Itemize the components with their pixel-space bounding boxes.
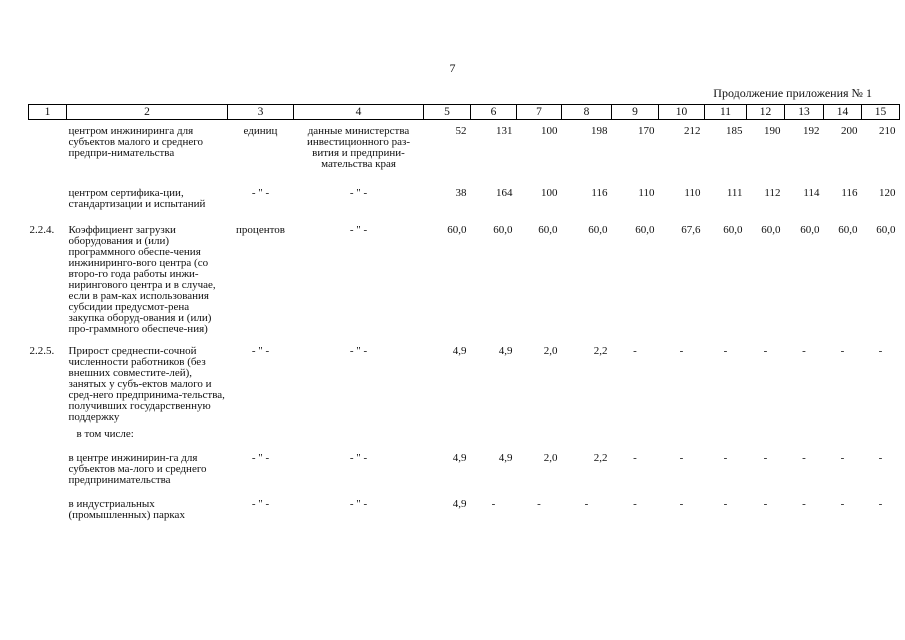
row-value: [862, 423, 900, 444]
row-value: 210: [879, 125, 896, 137]
appendix-table: [28, 104, 900, 523]
row-value: 164: [496, 187, 513, 199]
row-value: 60,0: [588, 224, 608, 236]
column-header: 14: [824, 105, 862, 120]
row-value: 100: [541, 125, 558, 137]
row-value: -: [878, 345, 883, 357]
row-value: [705, 423, 747, 444]
row-name: в центре инжинирин-га для субъектов ма-лого и среднего предпринимательства: [68, 452, 207, 486]
row-value: 60,0: [723, 224, 743, 236]
row-value: 4,9: [498, 345, 513, 357]
row-value: -: [878, 452, 883, 464]
row-value: -: [633, 452, 637, 464]
table-row: [29, 444, 900, 490]
row-source: - " -: [349, 187, 368, 199]
row-value: 4,9: [452, 345, 467, 357]
row-value: 112: [764, 187, 781, 199]
row-value: [612, 423, 659, 444]
row-value: 114: [803, 187, 820, 199]
row-value: 2,2: [593, 345, 608, 357]
row-value: [471, 423, 517, 444]
row-source: - " -: [349, 498, 368, 510]
column-header: 10: [659, 105, 705, 120]
row-value: -: [584, 498, 589, 510]
row-value: -: [723, 345, 728, 357]
row-value: [824, 423, 862, 444]
row-value: 67,6: [681, 224, 701, 236]
column-header: 2: [67, 105, 228, 120]
row-code: 2.2.5.: [29, 345, 55, 357]
row-value: -: [633, 345, 637, 357]
row-source: - " -: [349, 224, 368, 236]
row-value: 60,0: [838, 224, 858, 236]
row-value: 212: [684, 125, 701, 137]
row-value: 60,0: [800, 224, 820, 236]
row-value: 131: [496, 125, 513, 137]
row-value: 200: [841, 125, 858, 137]
row-code: [29, 490, 67, 523]
row-unit: - " -: [251, 187, 270, 199]
continuation-label: Продолжение приложения № 1: [713, 86, 872, 100]
row-unit: процентов: [236, 224, 285, 236]
column-header: 6: [471, 105, 517, 120]
row-value: -: [763, 452, 768, 464]
row-source: - " -: [349, 345, 368, 357]
row-value: 116: [841, 187, 858, 199]
row-value: [562, 423, 612, 444]
table-row: [29, 490, 900, 523]
column-header: 1: [29, 105, 67, 120]
row-value: -: [723, 498, 728, 510]
row-value: -: [802, 498, 806, 510]
row-value: 120: [879, 187, 896, 199]
column-header: 11: [705, 105, 747, 120]
row-value: -: [679, 498, 684, 510]
row-code: [29, 120, 67, 178]
row-value: 111: [726, 187, 743, 199]
table-row: [29, 423, 900, 444]
row-value: 190: [764, 125, 781, 137]
row-code: 2.2.4.: [29, 224, 55, 236]
row-value: 60,0: [493, 224, 513, 236]
table-row: [29, 120, 900, 178]
row-value: 100: [541, 187, 558, 199]
row-unit: единиц: [243, 125, 278, 137]
row-value: -: [802, 345, 806, 357]
row-value: 4,9: [452, 452, 467, 464]
row-name: центром инжиниринга для субъектов малого и среднего предпри-нимательства: [68, 125, 203, 159]
row-value: 60,0: [538, 224, 558, 236]
row-value: [747, 423, 785, 444]
row-value: 60,0: [876, 224, 896, 236]
row-name: в том числе:: [76, 428, 134, 440]
row-value: 110: [684, 187, 701, 199]
row-value: -: [723, 452, 728, 464]
row-unit: - " -: [251, 498, 270, 510]
row-value: 198: [591, 125, 608, 137]
row-name: в индустриальных (промышленных) парках: [68, 498, 185, 521]
row-value: -: [763, 498, 768, 510]
row-value: [424, 423, 471, 444]
row-code: [29, 444, 67, 490]
row-code: [29, 177, 67, 214]
column-header: 3: [228, 105, 294, 120]
row-value: -: [840, 345, 845, 357]
row-unit: [228, 423, 294, 444]
column-header: 15: [862, 105, 900, 120]
column-header: 5: [424, 105, 471, 120]
table-row: [29, 214, 900, 335]
header-row: [29, 105, 900, 120]
row-value: 2,2: [593, 452, 608, 464]
row-value: 116: [591, 187, 608, 199]
row-value: -: [802, 452, 806, 464]
row-value: [517, 423, 562, 444]
row-name: Прирост среднеспи-сочной численности работников (без внешних совместите-лей), занятых у субъ-ектов малого и сред-него предпринима-тельства, получивших государственную поддержку: [68, 345, 225, 423]
row-unit: - " -: [251, 452, 270, 464]
row-value: -: [633, 498, 637, 510]
row-value: -: [878, 498, 883, 510]
row-source: [294, 423, 424, 444]
row-value: -: [679, 452, 684, 464]
row-value: 4,9: [498, 452, 513, 464]
row-value: 170: [638, 125, 655, 137]
row-value: -: [763, 345, 768, 357]
row-value: -: [840, 498, 845, 510]
row-value: 110: [638, 187, 655, 199]
row-code: [29, 423, 67, 444]
row-value: -: [679, 345, 684, 357]
row-source: - " -: [349, 452, 368, 464]
row-value: -: [491, 498, 496, 510]
row-name: центром сертифика-ции, стандартизации и испытаний: [68, 187, 206, 210]
row-value: 4,9: [452, 498, 467, 510]
row-value: 192: [803, 125, 820, 137]
row-value: [785, 423, 824, 444]
row-value: 60,0: [447, 224, 467, 236]
row-value: 38: [455, 187, 467, 199]
column-header: 12: [747, 105, 785, 120]
row-value: 2,0: [543, 452, 558, 464]
table-row: [29, 177, 900, 214]
row-value: -: [537, 498, 541, 510]
row-value: 52: [455, 125, 467, 137]
row-value: 185: [726, 125, 743, 137]
row-value: [659, 423, 705, 444]
row-name: Коэффициент загрузки оборудования и (или) программного обеспе-чения инжиниринго-вого центра (со второ-го года работы инжи-нирингового центра и в случае, если в рам-ках использования субсидии предусмот-рена закупка оборуд-ования и (или) про-граммного обеспече-ния): [68, 224, 216, 335]
row-unit: - " -: [251, 345, 270, 357]
row-source: данные министерства инвестиционного раз-вития и предприни-мательства края: [306, 125, 411, 170]
column-header: 4: [294, 105, 424, 120]
table-row: [29, 335, 900, 423]
row-value: 60,0: [761, 224, 781, 236]
column-header: 9: [612, 105, 659, 120]
row-value: 60,0: [635, 224, 655, 236]
row-value: -: [840, 452, 845, 464]
page-number: 7: [449, 61, 456, 75]
row-value: 2,0: [543, 345, 558, 357]
column-header: 8: [562, 105, 612, 120]
column-header: 13: [785, 105, 824, 120]
column-header: 7: [517, 105, 562, 120]
